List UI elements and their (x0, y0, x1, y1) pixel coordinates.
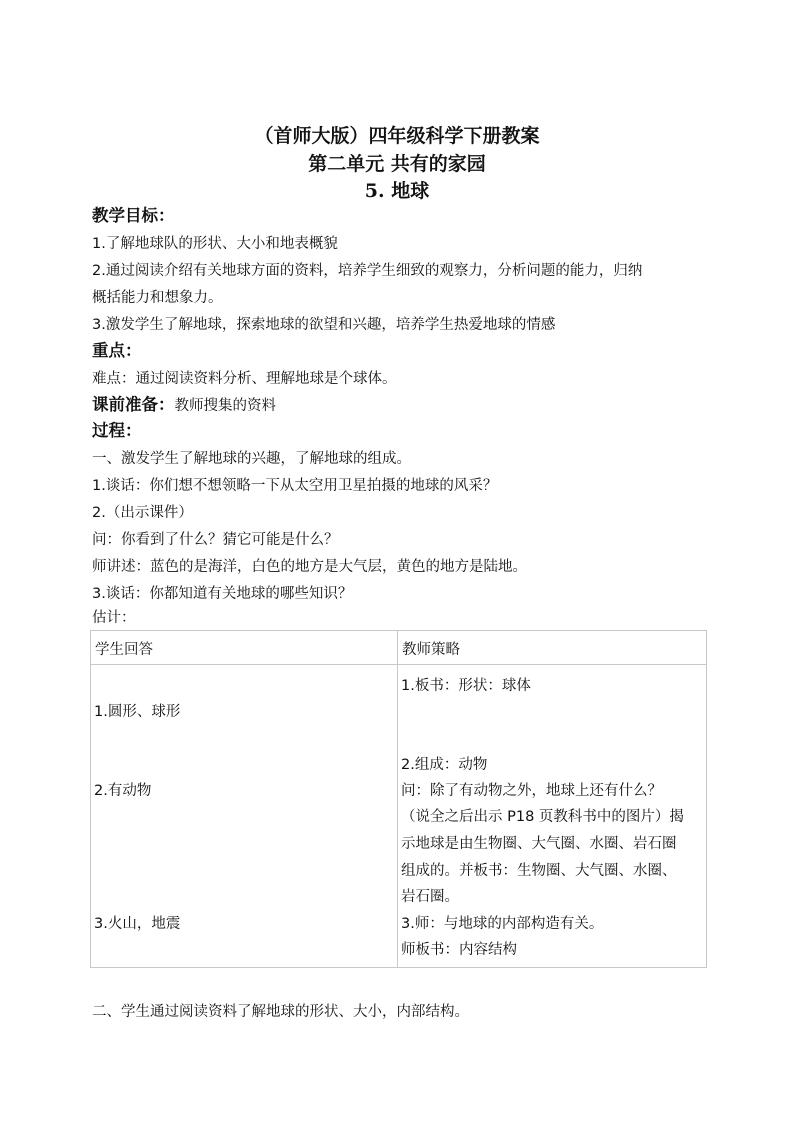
key-points-heading: 重点： (92, 341, 142, 360)
preparation-line (92, 394, 276, 417)
document-title: （首师大版）四年级科学下册教案 (254, 125, 540, 147)
process-line: 1.谈话：你们想不想领略一下从太空用卫星拍摄的地球的风采？ (92, 478, 498, 494)
lesson-title: 5. 地球 (364, 180, 430, 202)
table-header-row (91, 631, 707, 665)
student-answers-cell (91, 665, 398, 968)
teacher-strategy: （说全之后出示 P18 页教科书中的图片）揭 (401, 809, 684, 825)
process-line: 一、激发学生了解地球的兴趣，了解地球的组成。 (92, 451, 411, 467)
preparation-text: 教师搜集的资料 (174, 398, 276, 414)
teacher-strategy: 组成的。并板书：生物圈、大气圈、水圈、 (401, 863, 677, 879)
objectives-heading: 教学目标： (92, 206, 175, 225)
student-answer: 3.火山，地震 (94, 916, 181, 932)
process-line: 3.谈话：你都知道有关地球的哪些知识？ (92, 586, 353, 602)
process-line: 师讲述：蓝色的是海洋，白色的地方是大气层，黄色的地方是陆地。 (92, 559, 527, 575)
process-heading: 过程： (92, 421, 142, 440)
objective-item: 2.通过阅读介绍有关地球方面的资料，培养学生细致的观察力，分析问题的能力，归纳 (92, 263, 643, 279)
teacher-strategies-cell (398, 665, 707, 968)
difficulty-text: 难点：通过阅读资料分析、理解地球是个球体。 (92, 371, 397, 387)
process-line: 估计： (92, 610, 136, 626)
teacher-strategy: 3.师：与地球的内部构造有关。 (401, 916, 604, 932)
process-line: 2.（出示课件） (92, 505, 193, 521)
student-answer: 2.有动物 (94, 783, 152, 799)
teacher-strategy: 2.组成：动物 (401, 757, 488, 773)
objective-item: 概括能力和想象力。 (92, 290, 223, 306)
table-row (91, 665, 707, 968)
student-answer: 1.圆形、球形 (94, 704, 181, 720)
objective-item: 1.了解地球队的形状、大小和地表概貌 (92, 236, 338, 252)
teacher-strategy: 岩石圈。 (401, 889, 459, 905)
teacher-strategy: 师板书：内容结构 (401, 942, 517, 958)
teacher-strategies-header: 教师策略 (398, 631, 707, 665)
section-two-heading: 二、学生通过阅读资料了解地球的形状、大小，内部结构。 (92, 1004, 469, 1020)
process-line: 问：你看到了什么？猜它可能是什么？ (92, 532, 339, 548)
teacher-strategy: 示地球是由生物圈、大气圈、水圈、岩石圈 (401, 836, 677, 852)
student-answers-header: 学生回答 (91, 631, 398, 665)
objective-item: 3.激发学生了解地球，探索地球的欲望和兴趣，培养学生热爱地球的情感 (92, 317, 556, 333)
teacher-strategy: 问：除了有动物之外，地球上还有什么？ (401, 783, 662, 799)
teacher-strategy: 1.板书：形状：球体 (401, 678, 531, 694)
preparation-heading: 课前准备： (92, 395, 175, 414)
unit-title: 第二单元 共有的家园 (308, 153, 486, 175)
strategy-table (90, 630, 707, 968)
